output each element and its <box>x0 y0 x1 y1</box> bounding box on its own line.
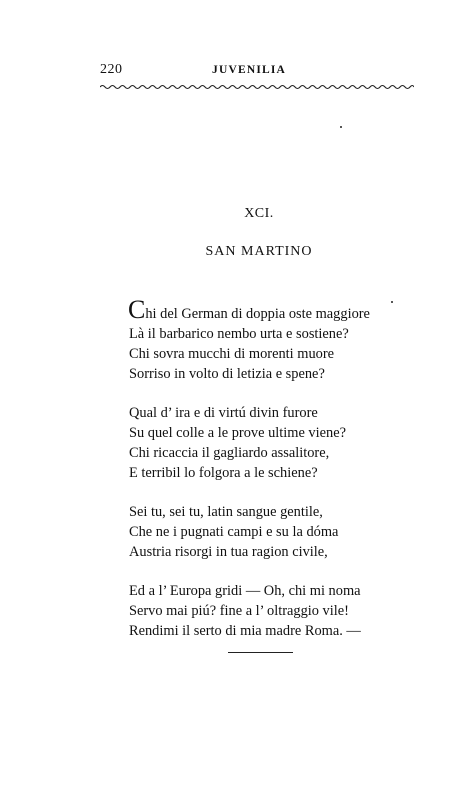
print-speck <box>340 126 342 128</box>
verse-line: Qual d’ ira e di virtú divin furore <box>129 405 318 421</box>
poem-title: SAN MARTINO <box>205 244 313 259</box>
verse-line: Là il barbarico nembo urta e sostiene? <box>129 326 349 342</box>
verse-line: Chi sovra mucchi di morenti muore <box>129 346 335 362</box>
verse-text: hi del German di doppia oste maggiore <box>145 306 370 322</box>
verse-line: Ed a l’ Europa gridi — Oh, chi mi noma <box>129 583 361 599</box>
end-rule <box>228 652 293 653</box>
wavy-header-rule <box>100 82 414 92</box>
stanza <box>129 403 439 483</box>
stanza <box>129 581 439 641</box>
stanza <box>128 295 439 384</box>
verse-line: Chi ricaccia il gagliardo assalitore, <box>129 445 330 461</box>
verse-line: Sorriso in volto di letizia e spene? <box>129 366 325 382</box>
verse-line: Che ne i pugnati campi e su la dóma <box>129 524 339 540</box>
verse-line: Austria risorgi in tua ragion civile, <box>129 544 328 560</box>
poem-number: XCI. <box>244 206 274 221</box>
poem-body <box>128 295 439 660</box>
drop-initial: C <box>128 295 146 324</box>
verse-line: Sei tu, sei tu, latin sangue gentile, <box>129 504 323 520</box>
verse-line: Servo mai piú? fine a l’ oltraggio vile! <box>129 603 349 619</box>
running-head: JUVENILIA <box>212 64 287 76</box>
verse-line: E terribil lo folgora a le schiene? <box>129 465 318 481</box>
verse-line: Rendimi il serto di mia madre Roma. — <box>129 623 361 639</box>
stanza <box>129 502 439 562</box>
verse-line <box>128 295 439 324</box>
verse-line: Su quel colle a le prove ultime viene? <box>129 425 346 441</box>
page-number: 220 <box>100 62 123 77</box>
